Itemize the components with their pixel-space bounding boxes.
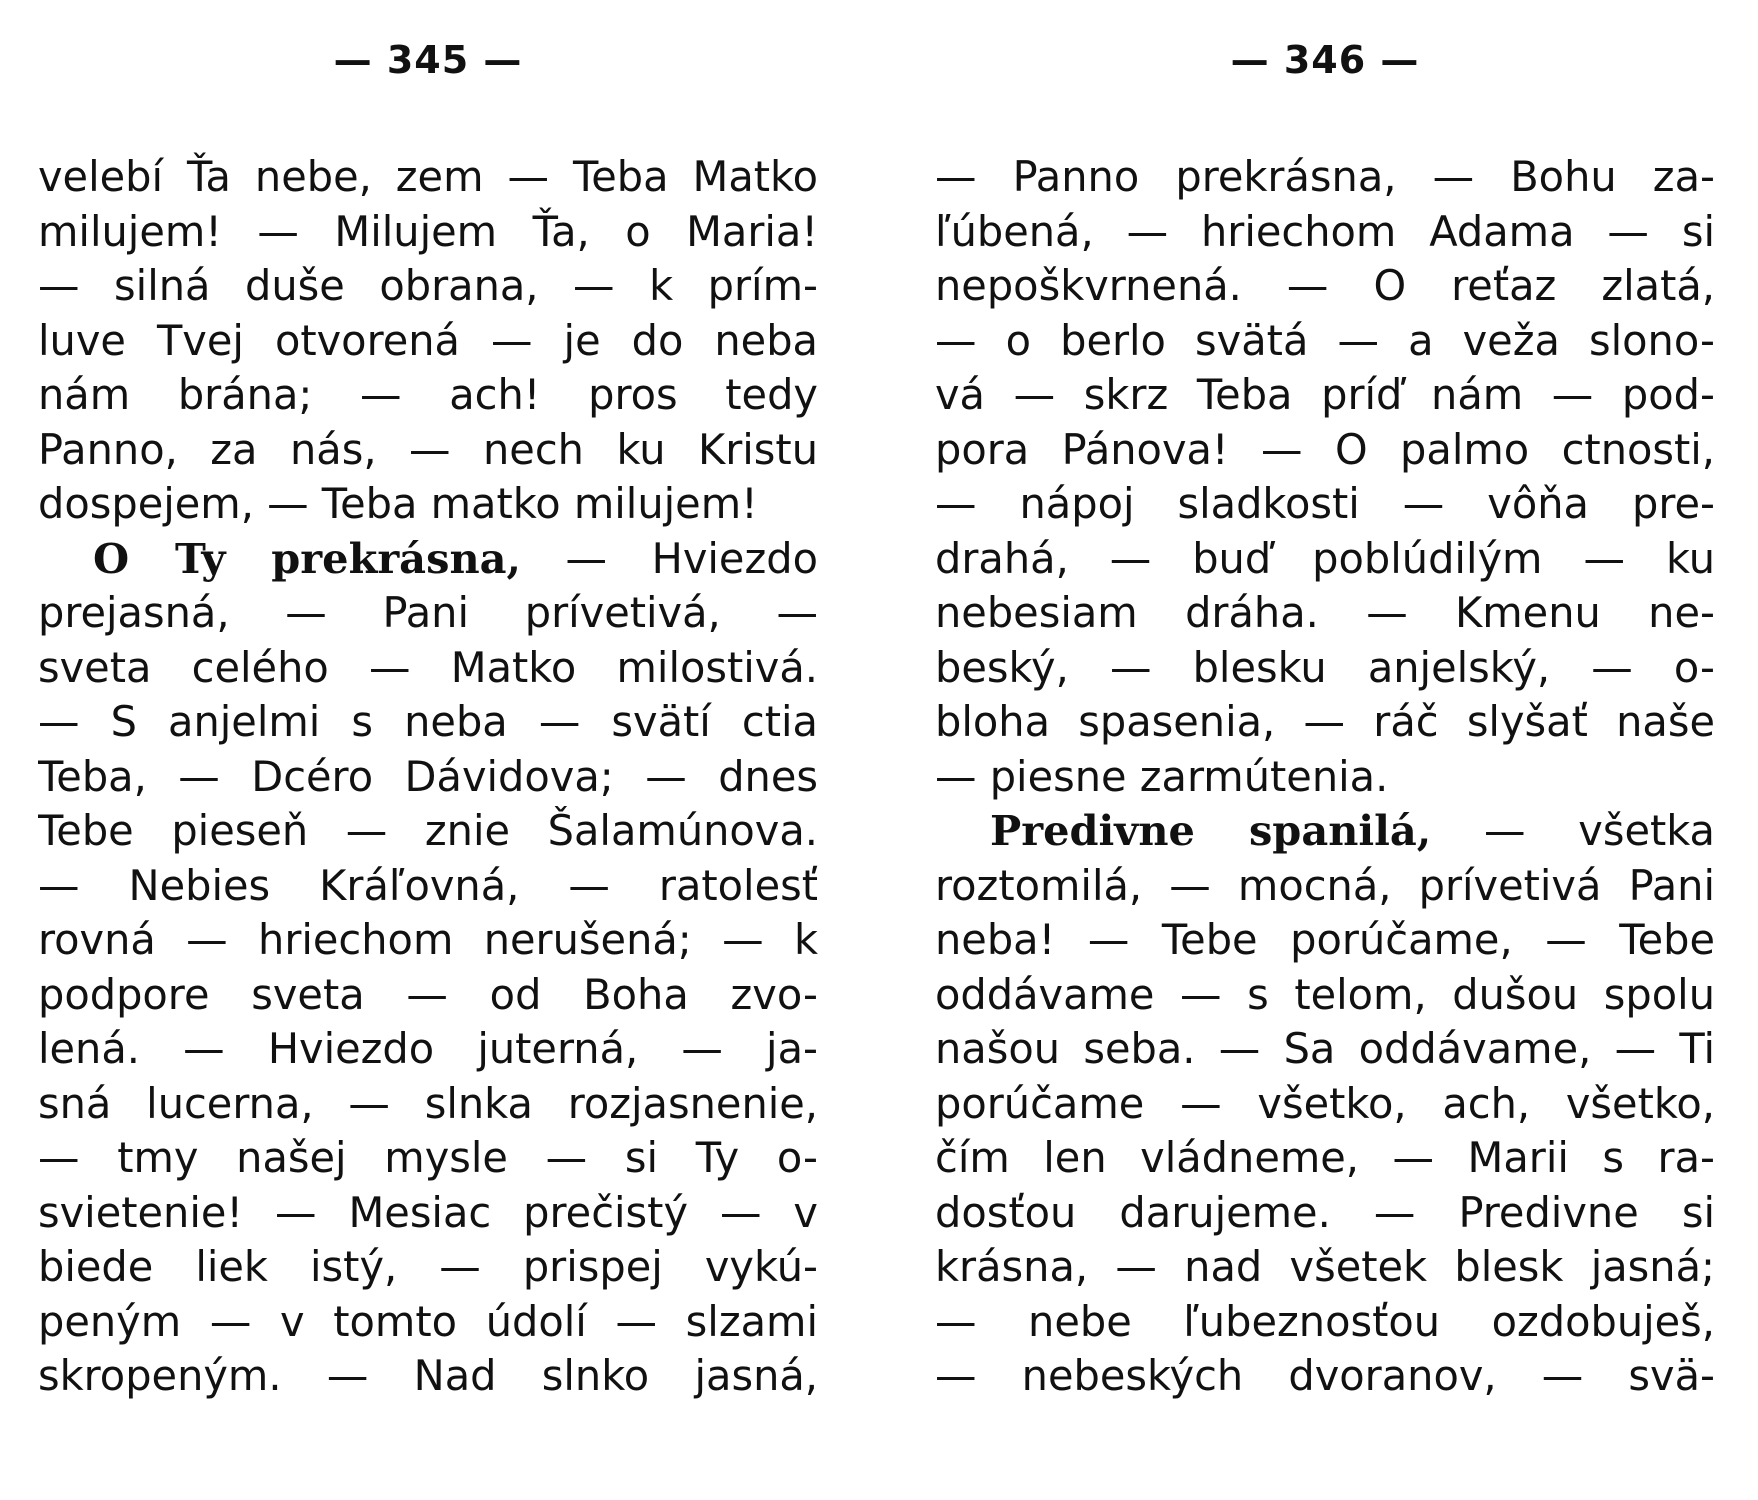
text-line: vá — skrz Teba príď nám — pod- <box>935 370 1715 419</box>
text-line: ľúbená, — hriechom Adama — si <box>935 206 1715 256</box>
text-line: porúčame — všetko, ach, všetko, <box>935 1078 1715 1128</box>
text-line: bloha spasenia, — ráč slyšať naše <box>935 697 1715 746</box>
text-line: — Nebies Kráľovná, — ratolesť <box>38 860 818 910</box>
text-line: velebí Ťa nebe, zem — Teba Matko <box>38 152 818 201</box>
text-line: Tebe pieseň — znie Šalamúnova. <box>38 806 818 855</box>
paragraph-lead-in: Predivne spanilá, <box>990 806 1432 855</box>
text-line: nebesiam dráha. — Kmenu ne- <box>935 588 1715 637</box>
text-line: svietenie! — Mesiac prečistý — v <box>38 1187 818 1237</box>
right-page-text <box>935 150 1715 1404</box>
text-line: prejasná, — Pani prívetivá, — <box>38 588 818 637</box>
right-page <box>935 30 1715 1404</box>
text-line: podpore sveta — od Boha zvo- <box>38 969 818 1019</box>
text-line: luve Tvej otvorená — je do neba <box>38 315 818 365</box>
text-line: dosťou darujeme. — Predivne si <box>935 1187 1715 1237</box>
paragraph-start-line <box>935 804 1715 859</box>
text-line: — nápoj sladkosti — vôňa pre- <box>935 479 1715 528</box>
left-page-text <box>38 150 818 1404</box>
text-line: našou seba. — Sa oddávame, — Ti <box>935 1024 1715 1073</box>
text-line: nepoškvrnená. — O reťaz zlatá, <box>935 261 1715 310</box>
text-line: peným — v tomto údolí — slzami <box>38 1296 818 1346</box>
text-line: pora Pánova! — O palmo ctnosti, <box>935 424 1715 474</box>
text-line: rovná — hriechom nerušená; — k <box>38 915 818 964</box>
paragraph-lead-in: O Ty prekrásna, <box>93 533 521 583</box>
text-line: biede liek istý, — prispej vykú- <box>38 1242 818 1291</box>
text-line: — o berlo svätá — a veža slono- <box>935 315 1715 365</box>
text-line: milujem! — Milujem Ťa, o Maria! <box>38 206 818 256</box>
text-line: roztomilá, — mocná, prívetivá Pani <box>935 860 1715 910</box>
text-line: — S anjelmi s neba — svätí ctia <box>38 697 818 746</box>
text-line: drahá, — buď poblúdilým — ku <box>935 533 1715 583</box>
text-line: — nebe ľubeznosťou ozdobuješ, <box>935 1296 1715 1346</box>
text-line: neba! — Tebe porúčame, — Tebe <box>935 915 1715 964</box>
text-line: lená. — Hviezdo juterná, — ja- <box>38 1024 818 1073</box>
paragraph-first-rest: — Hviezdo <box>565 533 818 583</box>
text-line: Panno, za nás, — nech ku Kristu <box>38 424 818 474</box>
text-line: — Panno prekrásna, — Bohu za- <box>935 152 1715 201</box>
paragraph-start-line <box>38 532 818 587</box>
text-line: skropeným. — Nad slnko jasná, <box>38 1351 818 1400</box>
text-line: oddávame — s telom, dušou spolu <box>935 969 1715 1019</box>
text-line: — piesne zarmútenia. <box>935 751 1389 801</box>
text-line: — nebeských dvoranov, — svä- <box>935 1351 1715 1400</box>
text-line: dospejem, — Teba matko milujem! <box>38 479 758 528</box>
text-line: čím len vládneme, — Marii s ra- <box>935 1133 1715 1182</box>
paragraph-first-rest: — všetka <box>1484 806 1715 855</box>
text-line: — tmy našej mysle — si Ty o- <box>38 1133 818 1182</box>
text-line: nám brána; — ach! pros tedy <box>38 370 818 419</box>
text-line: krásna, — nad všetek blesk jasná; <box>935 1242 1715 1291</box>
text-line: — silná duše obrana, — k prím- <box>38 261 818 310</box>
right-page-number: — 346 — <box>1230 38 1420 82</box>
left-page <box>38 30 818 1404</box>
text-line: beský, — blesku anjelský, — o- <box>935 642 1715 692</box>
text-line: sná lucerna, — slnka rozjasnenie, <box>38 1078 818 1128</box>
left-page-number: — 345 — <box>333 38 523 82</box>
text-line: sveta celého — Matko milostivá. <box>38 642 818 692</box>
text-line: Teba, — Dcéro Dávidova; — dnes <box>38 751 818 801</box>
